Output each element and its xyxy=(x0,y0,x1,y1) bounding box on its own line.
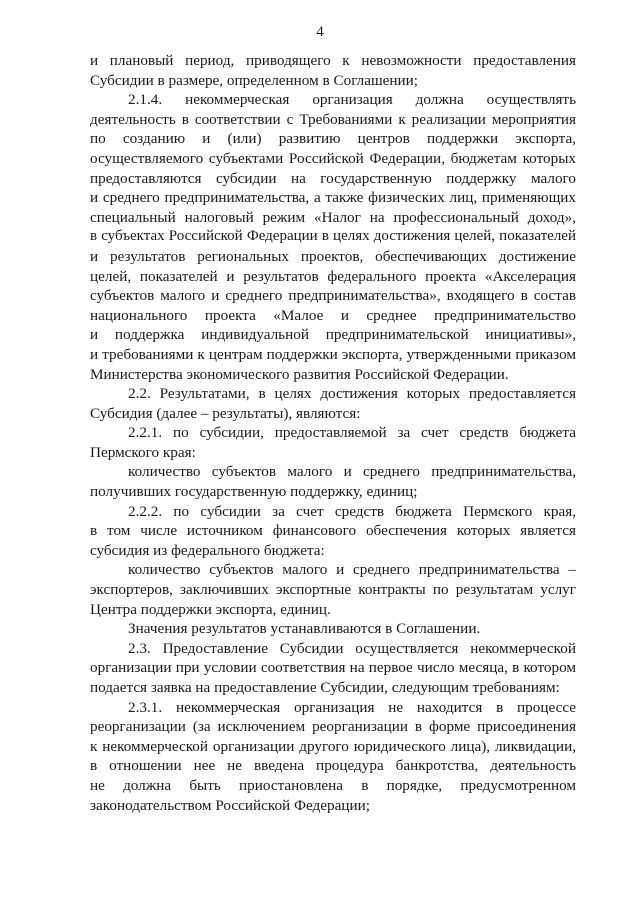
text-line: Центра поддержки экспорта, единиц. xyxy=(90,600,331,618)
text-line: Субсидии в размере, определенном в Соглашении; xyxy=(90,71,419,89)
text-line: в отношении нее не введена процедура банкротства, деятельность xyxy=(90,757,576,775)
text-line: не должна быть приостановлена в порядке, предусмотренном xyxy=(90,776,576,794)
text-line: предоставляются субсидии на государственную поддержку малого xyxy=(90,169,576,187)
text-line: 2.2.2. по субсидии за счет средств бюджета Пермского края, xyxy=(128,502,576,520)
text-line: 2.1.4. некоммерческая организация должна осуществлять xyxy=(128,91,576,109)
text-line: количество субъектов малого и среднего предпринимательства – xyxy=(128,561,576,579)
text-line: осуществляемого субъектами Российской Федерации, бюджетам которых xyxy=(90,149,576,167)
text-line: в том числе источником финансового обеспечения которых является xyxy=(90,522,576,540)
text-line: организации при условии соответствия на первое число месяца, в котором xyxy=(90,659,576,677)
text-line: 2.3. Предоставление Субсидии осуществляется некоммерческой xyxy=(128,639,576,657)
text-line: к некоммерческой организации другого юридического лица), ликвидации, xyxy=(90,737,576,755)
text-line: 2.3.1. некоммерческая организация не находится в процессе xyxy=(128,698,576,716)
text-line: количество субъектов малого и среднего предпринимательства, xyxy=(128,463,576,481)
text-line: и поддержка индивидуальной предпринимательской инициативы», xyxy=(90,326,576,344)
text-line: и результатов региональных проектов, обеспечивающих достижение xyxy=(90,247,576,265)
text-line: по созданию и (или) развитию центров поддержки экспорта, xyxy=(90,130,576,148)
text-line: и требованиями к центрам поддержки экспорта, утвержденными приказом xyxy=(90,345,576,363)
page-number: 4 xyxy=(316,24,324,40)
text-line: в субъектах Российской Федерации в целях достижения целей, показателей xyxy=(90,228,576,245)
text-line: и плановый период, приводящего к невозможности предоставления xyxy=(90,52,576,69)
text-line: 2.2.1. по субсидии, предоставляемой за счет средств бюджета xyxy=(128,424,576,442)
text-line: и среднего предпринимательства, а также физических лиц, применяющих xyxy=(90,189,576,207)
text-line: подается заявка на предоставление Субсидии, следующим требованиям: xyxy=(90,679,560,696)
text-line: Пермского края: xyxy=(90,443,196,461)
text-line: специальный налоговый режим «Налог на профессиональный доход», xyxy=(90,208,576,226)
text-line: законодательством Российской Федерации; xyxy=(90,796,370,814)
text-line: национального проекта «Малое и среднее предпринимательство xyxy=(90,306,576,324)
text-line: получивших государственную поддержку, единиц; xyxy=(90,483,418,501)
text-line: реорганизации (за исключением реорганизации в форме присоединения xyxy=(90,718,576,736)
text-line: субсидия из федерального бюджета: xyxy=(90,541,325,559)
text-line: Значения результатов устанавливаются в Соглашении. xyxy=(128,620,481,638)
document-body-text xyxy=(90,51,576,815)
text-line: 2.2. Результатами, в целях достижения которых предоставляется xyxy=(128,385,576,403)
text-line: Министерства экономического развития Российской Федерации. xyxy=(90,365,509,383)
text-line: деятельность в соответствии с Требованиями к реализации мероприятия xyxy=(90,110,576,128)
text-line: целей, показателей и результатов федерального проекта «Акселерация xyxy=(90,267,576,285)
text-line: Субсидия (далее – результаты), являются: xyxy=(90,404,361,422)
text-line: субъектов малого и среднего предпринимательства», входящего в состав xyxy=(90,287,576,305)
text-line: экспортеров, заключивших экспортные контракты по результатам услуг xyxy=(90,581,576,599)
